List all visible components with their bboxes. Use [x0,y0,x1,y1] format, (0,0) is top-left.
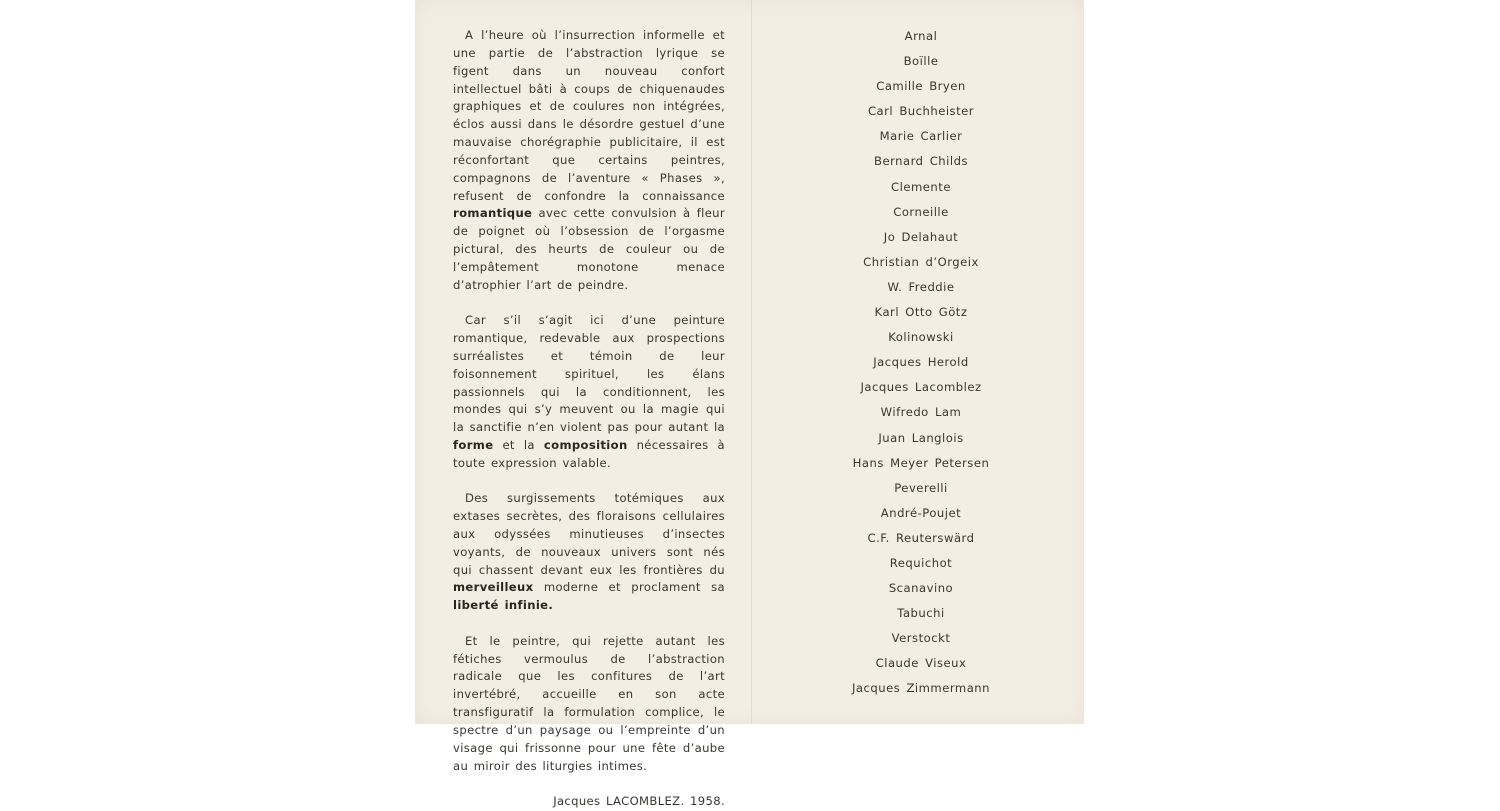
artist-name: Jacques Lacomblez [860,380,982,395]
artist-name: Claude Viseux [875,656,967,671]
essay-text: Car s’il s’agit ici d’une peinture romantique, redevable aux prospections surréalistes et témoin de leur foisonnement spirituel, les élans passionnels qui la conditionnent, les mondes qui s’y meuvent ou la magie qui la sanctifie n’en violent pas pour autant la [453,313,725,435]
artist-name: Camille Bryen [876,79,966,94]
artist-name: Jacques Herold [873,355,969,370]
page-fold [751,0,753,724]
essay-paragraph-1 [453,27,725,295]
artist-name: Hans Meyer Petersen [852,455,990,470]
essay-text: et la [493,438,544,453]
essay-column [453,27,725,811]
emphasis-romantique: romantique [453,206,533,221]
emphasis-forme: forme [453,438,494,453]
artist-name: Boïlle [903,54,939,69]
artist-name: Christian d’Orgeix [863,254,979,269]
artist-name: Corneille [893,204,949,219]
artist-name: Jo Delahaut [883,229,959,244]
artist-name: Jacques Zimmermann [851,681,990,696]
essay-paragraph-4: Et le peintre, qui rejette autant les fétiches vermoulus de l’abstraction radicale que les confitures de l’art invertébré, accueille en son acte transfiguratif la formulation complice, le spectre d’un paysage ou l’empreinte d’un visage qui frissonne pour une fête d’aube au miroir des liturgies intimes. [453,633,725,773]
artist-name: Karl Otto Götz [874,305,968,320]
artist-name: Carl Buchheister [867,104,975,119]
artist-name: Verstockt [891,631,951,646]
artist-name: Marie Carlier [879,129,963,144]
essay-paragraph-3 [453,490,725,615]
essay-paragraph-2 [453,312,725,473]
artist-name: Juan Langlois [878,430,964,445]
artist-name: W. Freddie [887,279,955,294]
artist-name: André-Poujet [880,505,962,520]
essay-text: Des surgissements totémiques aux extases secrètes, des floraisons cellulaires aux odyssées minutieuses d’insectes voyants, de nouveaux univers sont nés qui chassent devant eux les frontières du [453,491,725,577]
essay-text: moderne et proclament sa [533,580,725,595]
artist-name: Kolinowski [888,330,954,345]
artist-name: Scanavino [888,581,954,596]
artist-name: C.F. Reuterswärd [867,530,975,545]
artist-list [840,27,1002,705]
essay-signature: Jacques LACOMBLEZ. 1958. [553,793,725,808]
emphasis-liberte-infinie: liberté infinie. [453,598,554,613]
essay-text: nécessaires à toute expression valable. [453,438,725,470]
artist-name: Clemente [891,179,951,194]
emphasis-composition: composition [543,438,628,453]
artist-name: Bernard Childs [874,154,968,169]
artist-name: Requichot [889,555,953,570]
essay-text: A l’heure où l’insurrection informelle et une partie de l’abstraction lyrique se figent dans un nouveau confort intellectuel bâti à coups de chiquenaudes graphiques et de coulures non intégrées, éclos aussi dans le désordre gestuel d’une mauvaise chorégraphie publicitaire, il est réconfortant que certains peintres, compagnons de l’aventure « Phases », refusent de confondre la connaissance [453,28,725,203]
artist-name: Peverelli [894,480,948,495]
artist-name: Arnal [904,29,938,43]
emphasis-merveilleux: merveilleux [453,580,534,595]
artist-name: Wifredo Lam [880,405,962,420]
essay-text: avec cette convulsion à fleur de poignet où l’obsession de l’orgasme pictural, des heurts de couleur ou de l’empâtement monotone menace d’atrophier l’art de peindre. [453,206,725,292]
artist-name: Tabuchi [897,606,945,621]
